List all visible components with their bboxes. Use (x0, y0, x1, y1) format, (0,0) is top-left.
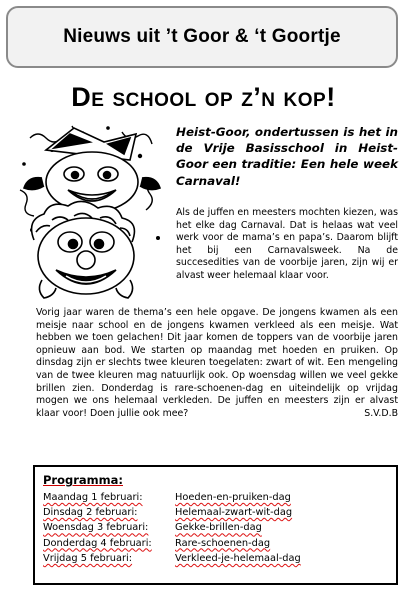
newsletter-banner (6, 6, 398, 68)
programma-row (43, 551, 388, 566)
programma-theme: Rare-schoenen-dag (175, 537, 271, 549)
programma-day: Woensdag 3 februari: (43, 522, 149, 534)
programma-row (43, 536, 388, 551)
newsletter-title: Nieuws uit ’t Goor & ‘t Goortje (63, 26, 341, 47)
article-lead: Heist-Goor, ondertussen is het in de Vrije Basisschool in Heist-Goor een traditie: Een hele week Carnaval! (176, 125, 398, 188)
programma-theme: Gekke-brillen-dag (175, 522, 262, 534)
programma-box (33, 465, 398, 585)
programma-day: Dinsdag 2 februari: (43, 507, 138, 519)
article-body-text: Vorig jaar waren de thema’s een hele opgave. De jongens kwamen als een meisje naar school en de jongens kwamen verkleed als een meisje. Wat hebben we toen gelachen! Dit jaar komen de toppers van de voorbije jaren opnieuw aan bod. We starten op maandag met hoeden en pruiken. Op dinsdag zijn er slechts twee kleuren toegelaten: zwart of wit. Een mengeling van de twee kleuren mag natuurlijk ook. Op woensdag willen we veel gekke brillen zien. Donderdag is rare-schoenen-dag en uiteindelijk op vrijdag mogen we ons helemaal verkleden. De juffen en meesters zijn er alvast klaar voor! Doen jullie ook mee? (36, 307, 398, 419)
programma-row (43, 505, 388, 520)
programma-row (43, 520, 388, 535)
programma-title: Programma: (43, 473, 123, 487)
article-intro: Als de juffen en meesters mochten kiezen, was het elke dag Carnaval. Dat is helaas wat veel werk voor de mama’s en papa’s. Daarom blijft het bij een Carnavalsweek. Na de succesedities van de voorbije jaren, zijn wij er alvast weer helemaal klaar voor. (176, 207, 398, 281)
programma-theme: Helemaal-zwart-wit-dag (175, 507, 293, 519)
carnival-masks-icon (12, 120, 170, 302)
programma-theme: Hoeden-en-pruiken-dag (175, 492, 291, 503)
programma-row (43, 490, 388, 505)
article-body (36, 307, 398, 420)
programma-day: Donderdag 4 februari: (43, 537, 152, 549)
programma-day: Vrijdag 5 februari: (43, 552, 133, 564)
programma-day: Maandag 1 februari: (43, 492, 143, 503)
article-headline: De school op z’n kop! (71, 82, 336, 112)
programma-theme: Verkleed-je-helemaal-dag (175, 552, 301, 564)
article-signature: S.V.D.B (364, 407, 398, 419)
